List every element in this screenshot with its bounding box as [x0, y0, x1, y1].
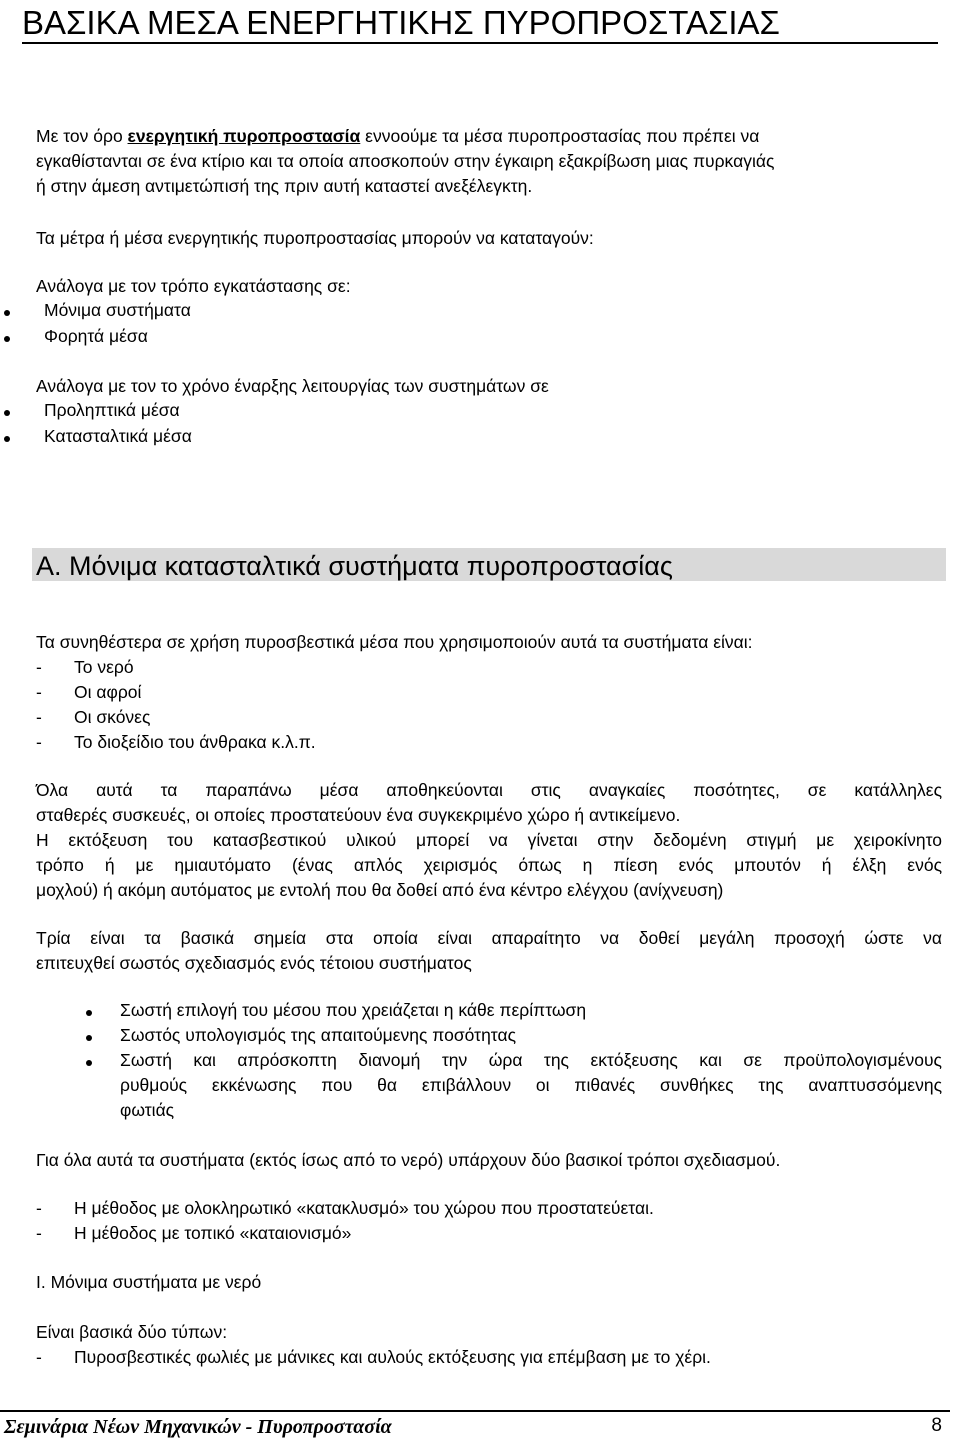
- key-point-item: Σωστός υπολογισμός της απαιτούμενης ποσότητας: [120, 1025, 517, 1045]
- key-point-item-line-1: Σωστή και απρόσκοπτη διανομή την ώρα της εκτόξευσης και σε προϋπολογισμένους: [120, 1050, 942, 1070]
- list-item: Φορητά μέσα: [44, 326, 148, 346]
- page-number: 8: [931, 1415, 942, 1436]
- section-a-title: Α. Μόνιμα κατασταλτικά συστήματα πυροπροστασίας: [36, 551, 673, 581]
- key-points-line-2: επιτευχθεί σωστός σχεδιασμός ενός τέτοιου συστήματος: [36, 953, 472, 973]
- intro-line-3: ή στην άμεση αντιμετώπισή της πριν αυτή καταστεί ανεξέλεγκτη.: [36, 176, 533, 196]
- storage-line-1: Όλα αυτά τα παραπάνω μέσα αποθηκεύονται στις αναγκαίες ποσότητες, σε κατάλληλες: [36, 780, 942, 800]
- list-item: Μόνιμα συστήματα: [44, 300, 191, 320]
- key-points-line-1: Τρία είναι τα βασικά σημεία στα οποία είναι απαραίτητο να δοθεί μεγάλη προσοχή ώστε να: [36, 928, 942, 948]
- footer-divider: [0, 1410, 950, 1412]
- discharge-line-2: τρόπο ή με ημιαυτόματο (ένας απλός χειρισμός όπως η πίεση ενός μπουτόν ή έλξη ενός: [36, 855, 942, 875]
- bullet-icon: [4, 336, 10, 342]
- dash-list-item: - Το διοξείδιο του άνθρακα κ.λ.π.: [36, 732, 316, 752]
- dash-list-item: - Η μέθοδος με τοπικό «καταιονισμό»: [36, 1223, 352, 1243]
- water-systems-heading: Ι. Μόνιμα συστήματα με νερό: [36, 1272, 262, 1292]
- dash-list-item: - Οι σκόνες: [36, 707, 151, 727]
- intro-line-2: εγκαθίστανται σε ένα κτίριο και τα οποία αποσκοπούν στην έγκαιρη εξακρίβωση μιας πυρκαγιάς: [36, 151, 775, 171]
- bullet-icon: [4, 436, 10, 442]
- discharge-line-1: Η εκτόξευση του κατασβεστικού υλικού μπορεί να γίνεται στην δεδομένη στιγμή με χειροκίνητο: [36, 830, 942, 850]
- dash-list-item: - Οι αφροί: [36, 682, 142, 702]
- bullet-icon: [4, 410, 10, 416]
- key-point-item-line-2: ρυθμούς εκκένωσης που θα επιβάλλουν οι πιθανές συνθήκες της αναπτυσσόμενης: [120, 1075, 942, 1095]
- common-agents-intro: Τα συνηθέστερα σε χρήση πυροσβεστικά μέσα που χρησιμοποιούν αυτά τα συστήματα είναι:: [36, 632, 753, 652]
- installation-heading: Ανάλογα με τον τρόπο εγκατάστασης σε:: [36, 276, 351, 296]
- types-intro: Είναι βασικά δύο τύπων:: [36, 1322, 228, 1342]
- storage-line-2: σταθερές συσκευές, οι οποίες προστατεύουν ένα συγκεκριμένο χώρο ή αντικείμενο.: [36, 805, 681, 825]
- bullet-icon: [4, 310, 10, 316]
- intro-line-1: Με τον όρο ενεργητική πυροπροστασία εννοούμε τα μέσα πυροπροστασίας που πρέπει να: [36, 126, 760, 146]
- bullet-icon: [86, 1060, 92, 1066]
- start-time-heading: Ανάλογα με τον το χρόνο έναρξης λειτουργίας των συστημάτων σε: [36, 376, 549, 396]
- bullet-icon: [86, 1035, 92, 1041]
- key-point-item: Σωστή επιλογή του μέσου που χρειάζεται η κάθε περίπτωση: [120, 1000, 587, 1020]
- methods-intro: Για όλα αυτά τα συστήματα (εκτός ίσως από το νερό) υπάρχουν δύο βασικοί τρόποι σχεδιασμού.: [36, 1150, 781, 1170]
- page-title: ΒΑΣΙΚΑ ΜΕΣΑ ΕΝΕΡΓΗΤΙΚΗΣ ΠΥΡΟΠΡΟΣΤΑΣΙΑΣ: [22, 2, 938, 44]
- term-highlight: ενεργητική πυροπροστασία: [127, 126, 361, 146]
- discharge-line-3: μοχλού) ή ακόμη αυτόματος με εντολή που θα δοθεί από ένα κέντρο ελέγχου (ανίχνευση): [36, 880, 724, 900]
- classification-intro: Τα μέτρα ή μέσα ενεργητικής πυροπροστασίας μπορούν να καταταγούν:: [36, 228, 594, 248]
- bullet-icon: [86, 1010, 92, 1016]
- key-point-item-line-3: φωτιάς: [120, 1100, 175, 1120]
- dash-list-item: - Το νερό: [36, 657, 134, 677]
- intro-paragraph: [36, 124, 942, 199]
- list-item: Προληπτικά μέσα: [44, 400, 180, 420]
- dash-list-item: - Πυροσβεστικές φωλιές με μάνικες και αυλούς εκτόξευσης για επέμβαση με το χέρι.: [36, 1347, 711, 1367]
- dash-list-item: - Η μέθοδος με ολοκληρωτικό «κατακλυσμό» του χώρου που προστατεύεται.: [36, 1198, 654, 1218]
- footer-title: Σεμινάρια Νέων Μηχανικών - Πυροπροστασία: [4, 1416, 392, 1438]
- list-item: Κατασταλτικά μέσα: [44, 426, 192, 446]
